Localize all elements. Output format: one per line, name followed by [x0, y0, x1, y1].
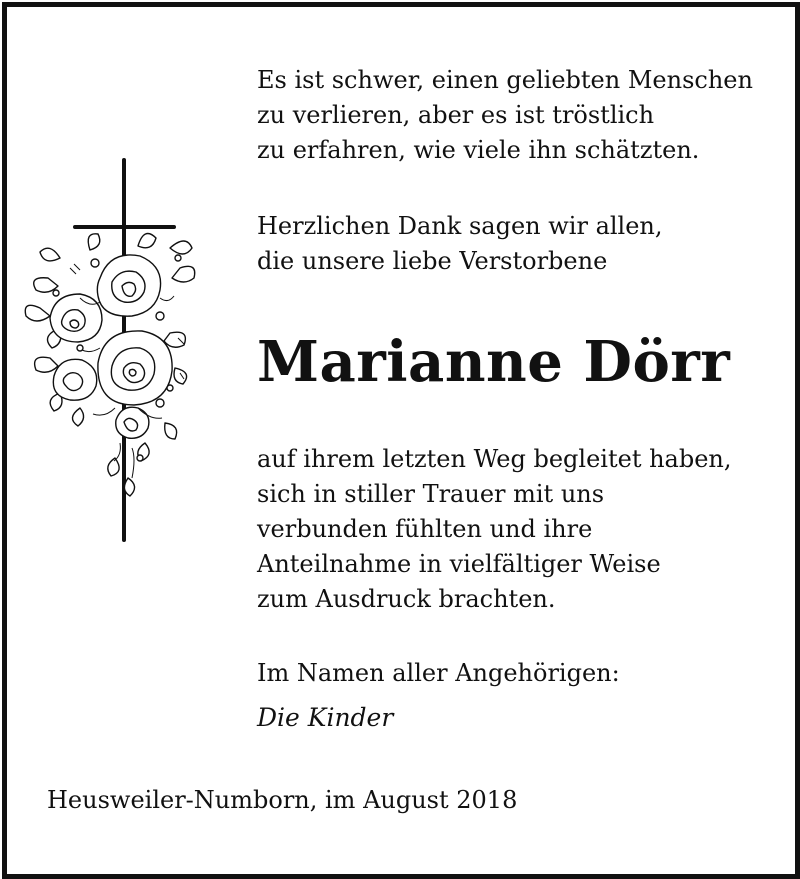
farewell-line: verbunden fühlten und ihre	[257, 515, 593, 543]
intro-line: Es ist schwer, einen geliebten Menschen	[257, 66, 753, 94]
signature-block	[257, 700, 777, 735]
farewell-paragraph	[257, 442, 777, 617]
farewell-line: Anteilnahme in vielfältiger Weise	[257, 550, 661, 578]
farewell-line: sich in stiller Trauer mit uns	[257, 480, 605, 508]
intro-line: zu verlieren, aber es ist tröstlich	[257, 101, 655, 129]
place-date: Heusweiler-Numborn, im August 2018	[47, 786, 518, 814]
farewell-line: zum Ausdruck brachten.	[257, 585, 556, 613]
cross-with-roses-icon	[20, 158, 200, 543]
thanks-paragraph	[257, 209, 777, 279]
signature: Die Kinder	[257, 703, 394, 732]
thanks-line: Herzlichen Dank sagen wir allen,	[257, 212, 663, 240]
signoff: Im Namen aller Angehörigen:	[257, 659, 620, 687]
thanks-line: die unsere liebe Verstorbene	[257, 247, 608, 275]
intro-line: zu erfahren, wie viele ihn schätzten.	[257, 136, 700, 164]
name-block	[257, 324, 777, 400]
deceased-name: Marianne Dörr	[257, 329, 731, 395]
farewell-line: auf ihrem letzten Weg begleitet haben,	[257, 445, 732, 473]
intro-paragraph	[257, 63, 777, 168]
